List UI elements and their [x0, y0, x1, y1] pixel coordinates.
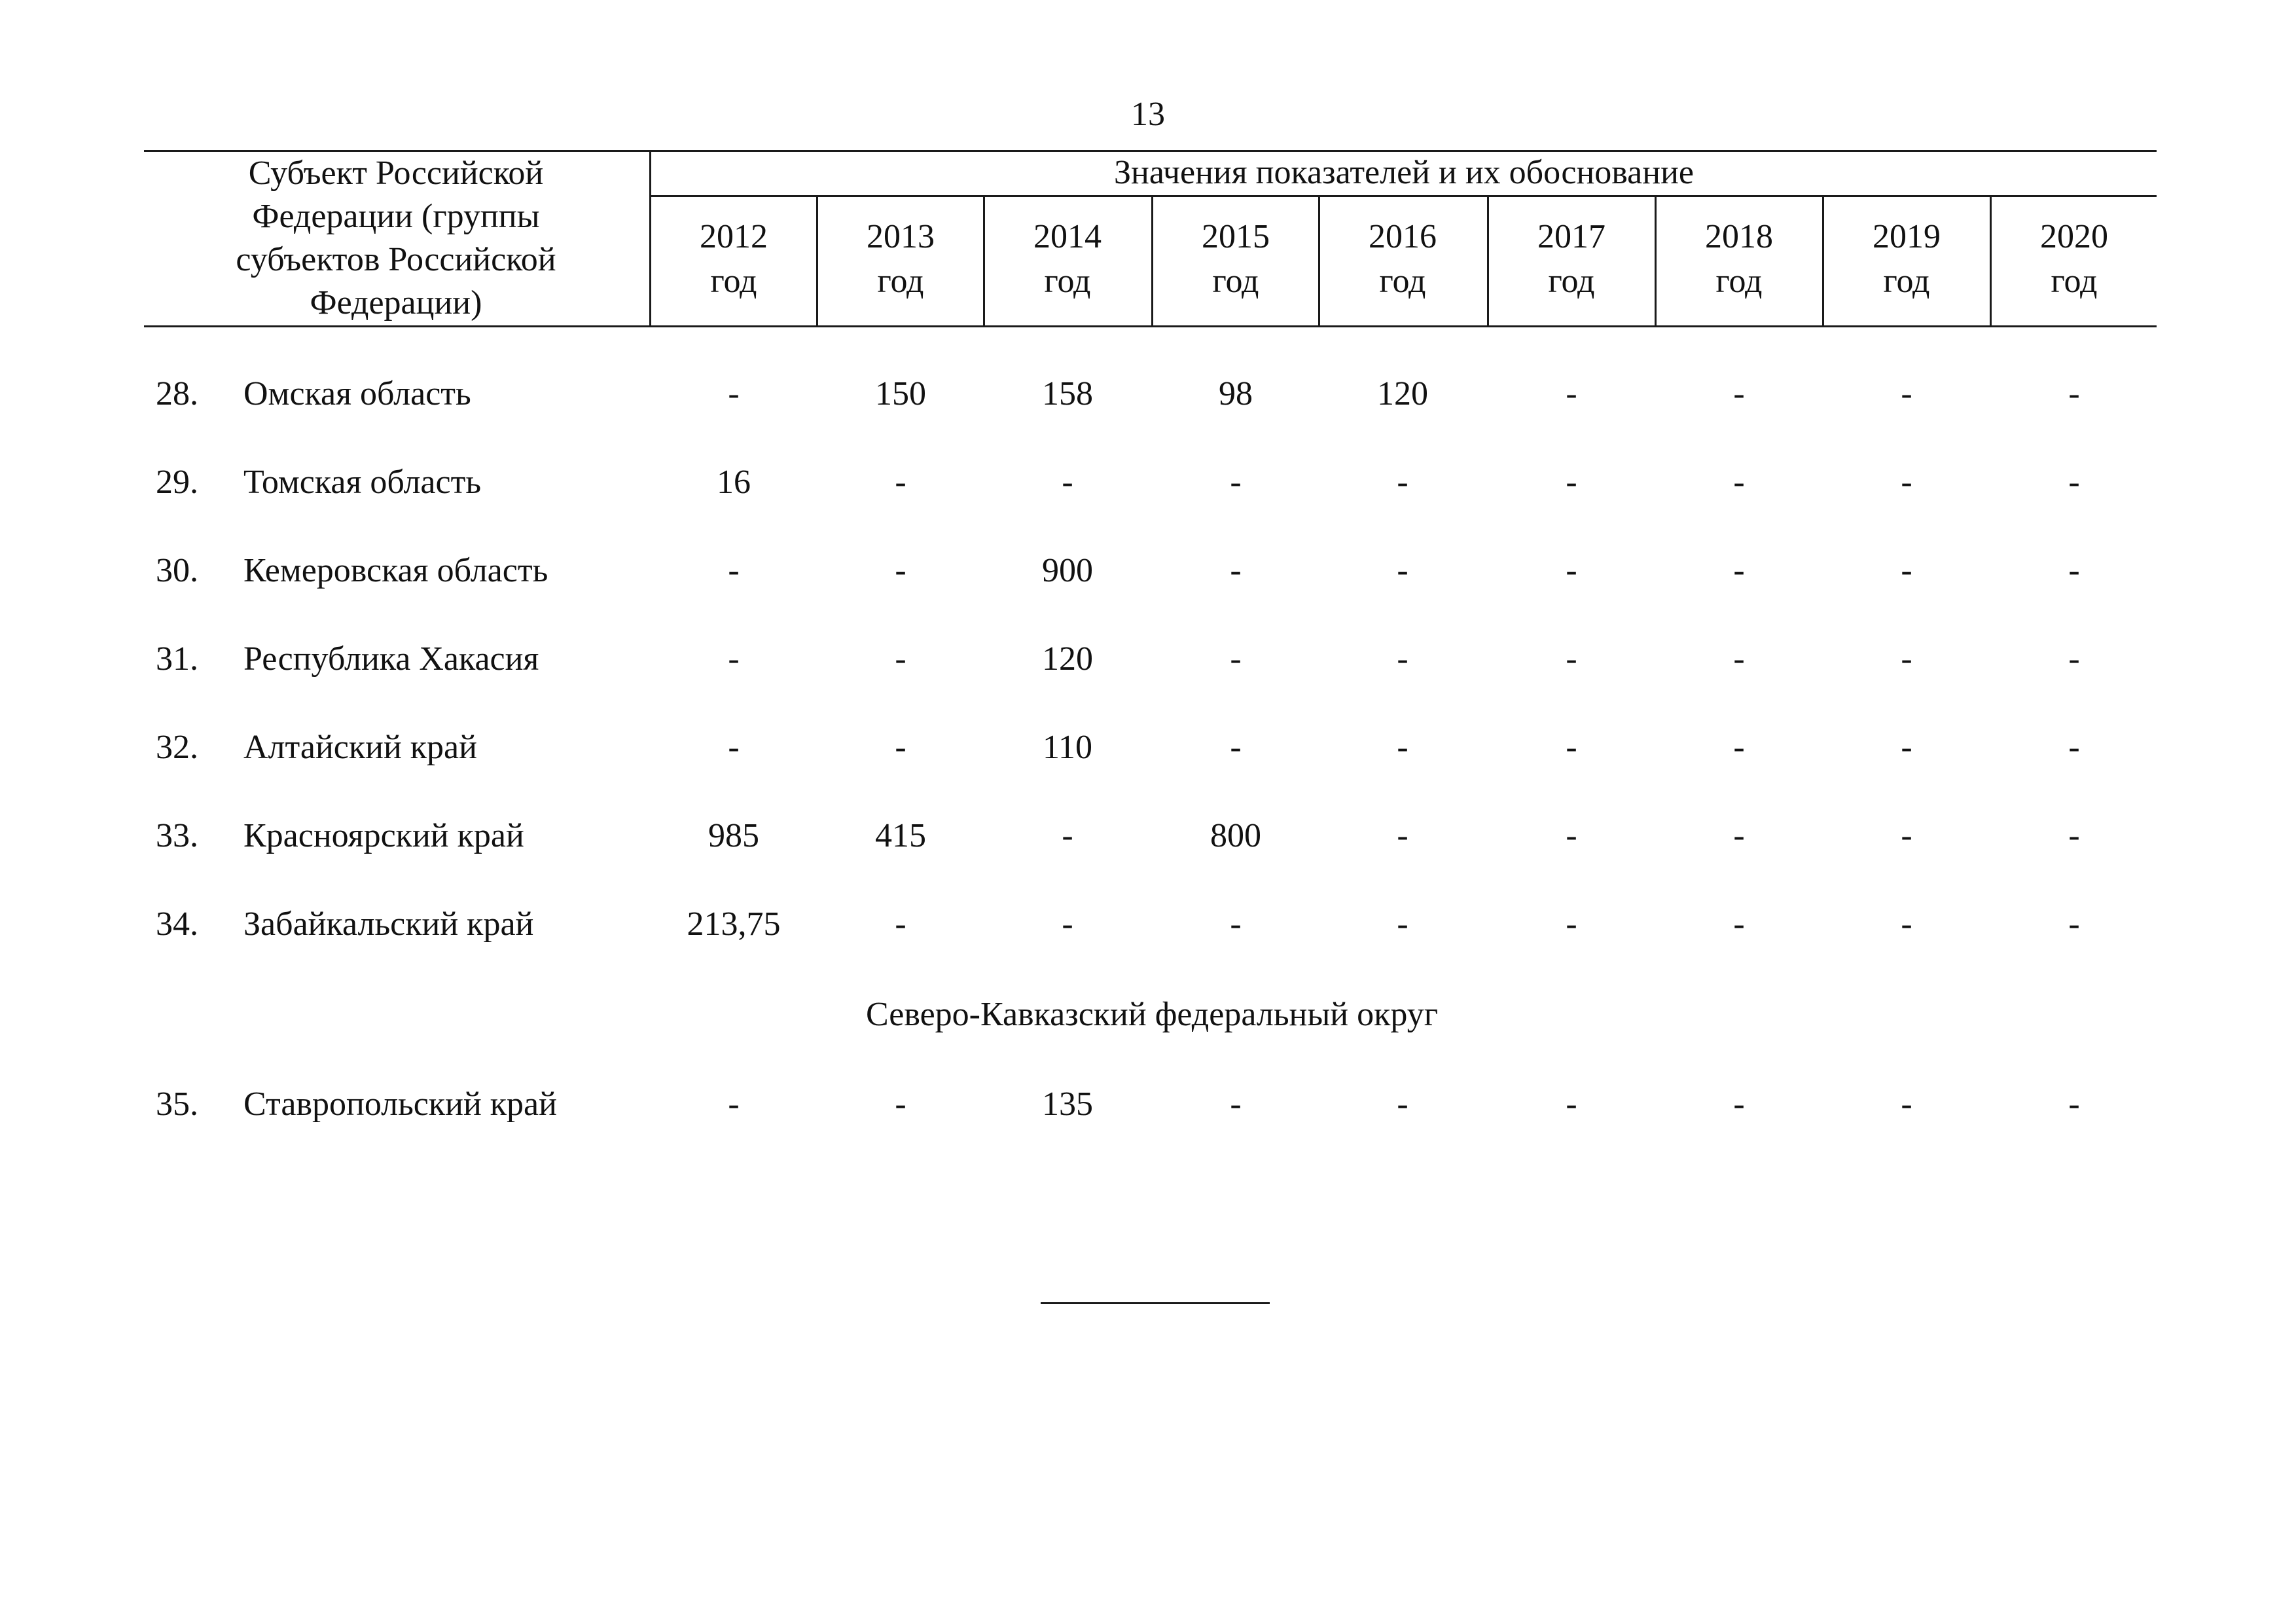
value-cell: -: [1566, 552, 1577, 589]
region-name: Алтайский край: [243, 729, 477, 766]
year-label: 2020: [2040, 218, 2108, 255]
value-cell: 985: [708, 817, 759, 854]
value-cell: -: [1566, 464, 1577, 501]
value-cell: -: [1566, 1085, 1577, 1123]
value-cell: -: [728, 552, 740, 589]
value-cell: -: [728, 1085, 740, 1123]
value-cell: -: [1566, 729, 1577, 766]
value-cell: -: [728, 640, 740, 678]
subject-column-header: [144, 152, 648, 325]
values-column-header: Значения показателей и их обоснование: [1113, 154, 1694, 191]
year-unit: год: [1548, 263, 1595, 300]
value-cell: -: [895, 464, 906, 501]
value-cell: -: [1566, 905, 1577, 943]
value-cell: -: [2068, 905, 2080, 943]
value-cell: -: [1901, 375, 1912, 412]
year-unit: год: [2051, 263, 2098, 300]
value-cell: -: [895, 905, 906, 943]
subject-header-line: Федерации): [310, 284, 482, 321]
value-cell: -: [1397, 640, 1408, 678]
value-cell: -: [1901, 1085, 1912, 1123]
year-unit: год: [1883, 263, 1930, 300]
year-unit: год: [1212, 263, 1259, 300]
region-name: Ставропольский край: [243, 1085, 557, 1123]
value-cell: -: [1901, 817, 1912, 854]
value-cell: -: [1230, 729, 1242, 766]
year-unit: год: [1379, 263, 1426, 300]
year-header-2020: [1992, 215, 2157, 304]
year-label: 2017: [1537, 218, 1605, 255]
value-cell: -: [1733, 640, 1745, 678]
value-cell: -: [1901, 464, 1912, 501]
year-header-2017: [1489, 215, 1654, 304]
value-cell: 150: [875, 375, 926, 412]
value-cell: -: [1733, 729, 1745, 766]
value-cell: 135: [1042, 1085, 1093, 1123]
page-number: 13: [1131, 96, 1165, 133]
value-cell: -: [1397, 1085, 1408, 1123]
row-number: 32.: [156, 729, 198, 766]
value-cell: -: [1230, 552, 1242, 589]
value-cell: 110: [1042, 729, 1093, 766]
value-cell: -: [1230, 464, 1242, 501]
year-unit: год: [1715, 263, 1763, 300]
value-cell: -: [1733, 817, 1745, 854]
value-cell: 900: [1042, 552, 1093, 589]
value-cell: -: [1397, 464, 1408, 501]
year-label: 2018: [1705, 218, 1773, 255]
year-unit: год: [1044, 263, 1091, 300]
value-cell: -: [2068, 640, 2080, 678]
value-cell: -: [728, 375, 740, 412]
value-cell: -: [1397, 817, 1408, 854]
row-number: 35.: [156, 1085, 198, 1123]
value-cell: -: [895, 552, 906, 589]
subject-header-line: Федерации (группы: [252, 198, 540, 235]
value-cell: -: [895, 1085, 906, 1123]
subject-header-line: субъектов Российской: [236, 241, 556, 278]
row-number: 33.: [156, 817, 198, 854]
end-of-document-rule: [1041, 1302, 1270, 1304]
value-cell: -: [1566, 640, 1577, 678]
value-cell: -: [1901, 729, 1912, 766]
value-cell: -: [1397, 905, 1408, 943]
value-cell: -: [1901, 905, 1912, 943]
value-cell: -: [1062, 817, 1073, 854]
value-cell: -: [895, 640, 906, 678]
row-number: 28.: [156, 375, 198, 412]
value-cell: -: [2068, 817, 2080, 854]
year-header-2014: [985, 215, 1150, 304]
value-cell: -: [728, 729, 740, 766]
value-cell: 16: [717, 464, 751, 501]
row-number: 29.: [156, 464, 198, 501]
value-cell: -: [2068, 375, 2080, 412]
value-cell: -: [1397, 729, 1408, 766]
value-cell: -: [2068, 729, 2080, 766]
year-unit: год: [877, 263, 924, 300]
value-cell: -: [1397, 552, 1408, 589]
value-cell: 415: [875, 817, 926, 854]
value-cell: -: [1901, 552, 1912, 589]
value-cell: 158: [1042, 375, 1093, 412]
region-name: Забайкальский край: [243, 905, 534, 943]
value-cell: 98: [1219, 375, 1253, 412]
year-header-2013: [818, 215, 983, 304]
value-cell: -: [1566, 375, 1577, 412]
year-label: 2014: [1033, 218, 1102, 255]
value-cell: -: [2068, 464, 2080, 501]
section-heading: Северо-Кавказский федеральный округ: [865, 996, 1439, 1033]
year-label: 2019: [1873, 218, 1941, 255]
value-cell: -: [1901, 640, 1912, 678]
year-header-2012: [651, 215, 816, 304]
year-unit: год: [710, 263, 757, 300]
value-cell: -: [1230, 905, 1242, 943]
value-cell: -: [895, 729, 906, 766]
year-label: 2016: [1369, 218, 1437, 255]
value-cell: 120: [1377, 375, 1428, 412]
subject-header-line: Субъект Российской: [248, 155, 544, 192]
value-cell: 800: [1210, 817, 1261, 854]
region-name: Красноярский край: [243, 817, 524, 854]
value-cell: -: [1230, 640, 1242, 678]
year-header-2018: [1657, 215, 1821, 304]
row-number: 31.: [156, 640, 198, 678]
region-name: Омская область: [243, 375, 471, 412]
value-cell: -: [2068, 552, 2080, 589]
value-cell: -: [1733, 552, 1745, 589]
value-cell: -: [1733, 464, 1745, 501]
value-cell: -: [1566, 817, 1577, 854]
region-name: Кемеровская область: [243, 552, 548, 589]
year-header-2016: [1320, 215, 1485, 304]
value-cell: -: [1733, 905, 1745, 943]
value-cell: 120: [1042, 640, 1093, 678]
year-label: 2013: [867, 218, 935, 255]
value-cell: -: [1062, 464, 1073, 501]
values-header-rule: [650, 195, 2157, 197]
row-number: 34.: [156, 905, 198, 943]
table-header-bottom-rule: [144, 325, 2157, 327]
year-label: 2015: [1202, 218, 1270, 255]
value-cell: 213,75: [687, 905, 781, 943]
value-cell: -: [1733, 375, 1745, 412]
region-name: Республика Хакасия: [243, 640, 539, 678]
value-cell: -: [2068, 1085, 2080, 1123]
value-cell: -: [1230, 1085, 1242, 1123]
region-name: Томская область: [243, 464, 482, 501]
year-header-2015: [1153, 215, 1318, 304]
row-number: 30.: [156, 552, 198, 589]
value-cell: -: [1733, 1085, 1745, 1123]
year-header-2019: [1824, 215, 1989, 304]
year-label: 2012: [700, 218, 768, 255]
value-cell: -: [1062, 905, 1073, 943]
